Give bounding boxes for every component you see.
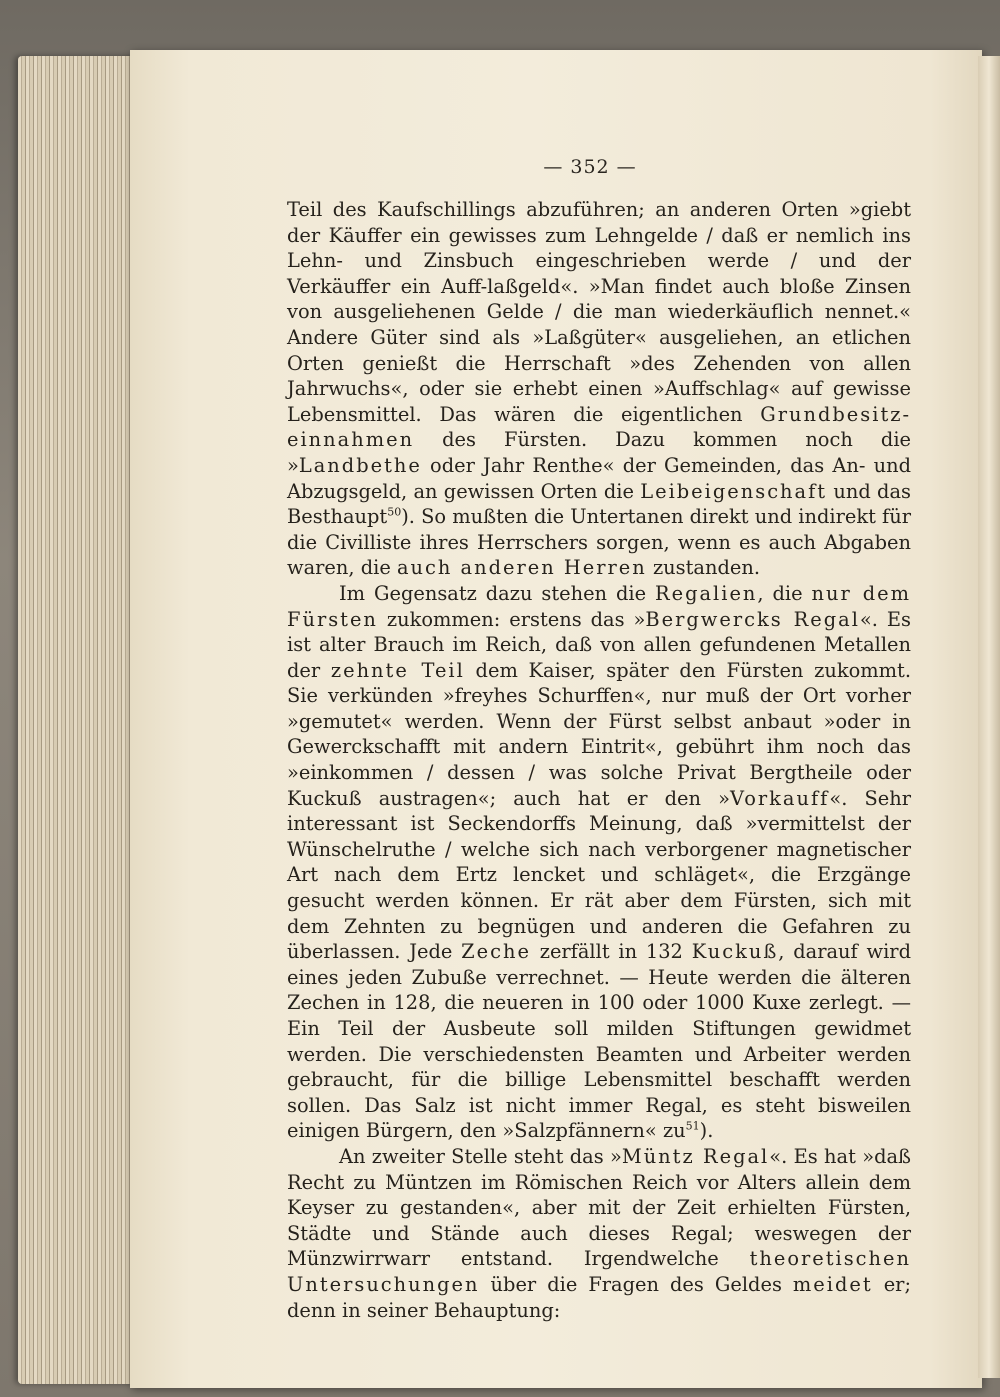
text-run: «. Es hat »daß Recht zu Müntzen im Römischen Reich vor Alters allein dem Keyser zu gestanden«, aber mit der Zeit erhielten Fürsten, Städte und Stände auch dieses Regal; weswegen der Münzwirrwarr entstand. Irgendwelche [287,1144,911,1271]
page-number: — 352 — [543,156,637,178]
text-run: «. Sehr interessant ist Seckendorffs Meinung, daß »vermittelst der Wünschelruthe / welche sich nach verborgener magnetischer Art nach dem Ertz lencket und schläget«, die Erzgänge gesucht werden können. Er rät aber dem Fürsten, sich mit dem Zehnten zu begnügen und anderen die Gefahren zu überlassen. Jede [287,786,912,964]
text-run: und das Besthaupt [287,479,911,529]
text-run: des Fürsten. Dazu kommen noch die » [287,428,911,477]
text-run: oder Jahr Renthe« der Gemeinden, das An- und Abzugsgeld, an gewissen Orten die [287,453,911,503]
text-run: , die [757,581,812,605]
text-run: Teil des Kaufschillings abzuführen; an anderen Orten »giebt der Käuffer ein gewisses zum Lehngelde / daß er nemlich ins Lehn- und Zinsbuch eingeschrieben werde / und der Verkäuffer ein Auff-laßgeld«. »Man findet auch bloße Zinsen von ausgeliehenen Gelde / die man wiederkäuflich nennet.« Andere Güter sind als »Laßgüter« ausgeliehen, an etlichen Orten genießt die Herrschaft »des Zehenden von allen Jahrwuchs«, oder sie erhebt einen »Auffschlag« auf gewisse Lebensmittel. Das wären die eigentlichen [287,198,911,426]
spaced-emphasis-text: Vorkauff [730,786,830,810]
spaced-emphasis-text: Kuckuß [691,940,779,964]
paragraph [287,581,911,1144]
spaced-emphasis-text: Regalien [655,581,758,605]
text-run: dem Kaiser, später den Fürsten zukommt. Sie verkünden »freyhes Schurffen«, nur muß der Ort vorher »gemutet« werden. Wenn der Fürst selbst anbaut »oder in Gewerckschafft mit andern Eintrit«, gebührt ihm noch das »einkommen / dessen / was solche Privat Bergtheile oder Kuckuß austragen«; auch hat er den » [287,658,911,810]
text-run: ). So mußten die Untertanen direkt und indirekt für die Civilliste ihres Herrschers sorgen, wenn es auch Abgaben waren, die [287,505,911,580]
spaced-emphasis-text: zehnte Teil [330,658,465,682]
text-run: «. Es ist alter Brauch im Reich, daß von allen gefundenen Metallen der [287,607,912,682]
text-run: An zweiter Stelle steht das » [339,1144,622,1168]
text-run: über die Fragen des Geldes [479,1272,793,1296]
spaced-emphasis-text: Landbethe [298,453,422,477]
text-run: , darauf wird eines jeden Zubuße verrechnet. — Heute werden die älteren Zechen in 128, die neueren in 100 oder 1000 Kuxe zerlegt. — Ein Teil der Ausbeute soll milden Stiftungen gewidmet werden. Die verschiedensten Beamten und Arbeiter werden gebraucht, für die billige Lebensmittel beschafft werden sollen. Das Salz ist nicht immer Regal, es steht bisweilen einigen Bürgern, den »Salzpfännern« zu [287,940,911,1143]
text-run: ). [699,1119,714,1143]
spaced-emphasis-text: auch anderen Herren [396,556,647,580]
footnote-marker: 51 [685,1119,700,1133]
spaced-emphasis-text: Leibeigenschaft [640,479,828,503]
body-text [287,197,911,1323]
spaced-emphasis-text: meidet [792,1272,873,1296]
spaced-emphasis-text: Zeche [461,940,531,964]
spaced-emphasis-text: Bergwercks Regal [645,607,860,631]
paragraph [287,197,911,581]
spaced-emphasis-text: Grundbesitz-einnahmen [287,402,911,452]
text-run: er; denn in seiner Behauptung: [287,1272,911,1322]
page-edge-right [978,56,1000,1378]
spaced-emphasis-text: theoretischen Untersuchungen [287,1247,911,1296]
footnote-marker: 50 [387,505,402,519]
text-run: Im Gegensatz dazu stehen die [339,581,655,605]
text-run: zerfällt in 132 [530,940,692,964]
paragraph [287,1144,911,1323]
page-edges-left [18,56,143,1384]
text-run: zustanden. [646,556,760,580]
spaced-emphasis-text: nur dem Fürsten [287,581,911,631]
spaced-emphasis-text: Müntz Regal [621,1144,770,1168]
text-run: zukommen: erstens das » [377,607,646,631]
